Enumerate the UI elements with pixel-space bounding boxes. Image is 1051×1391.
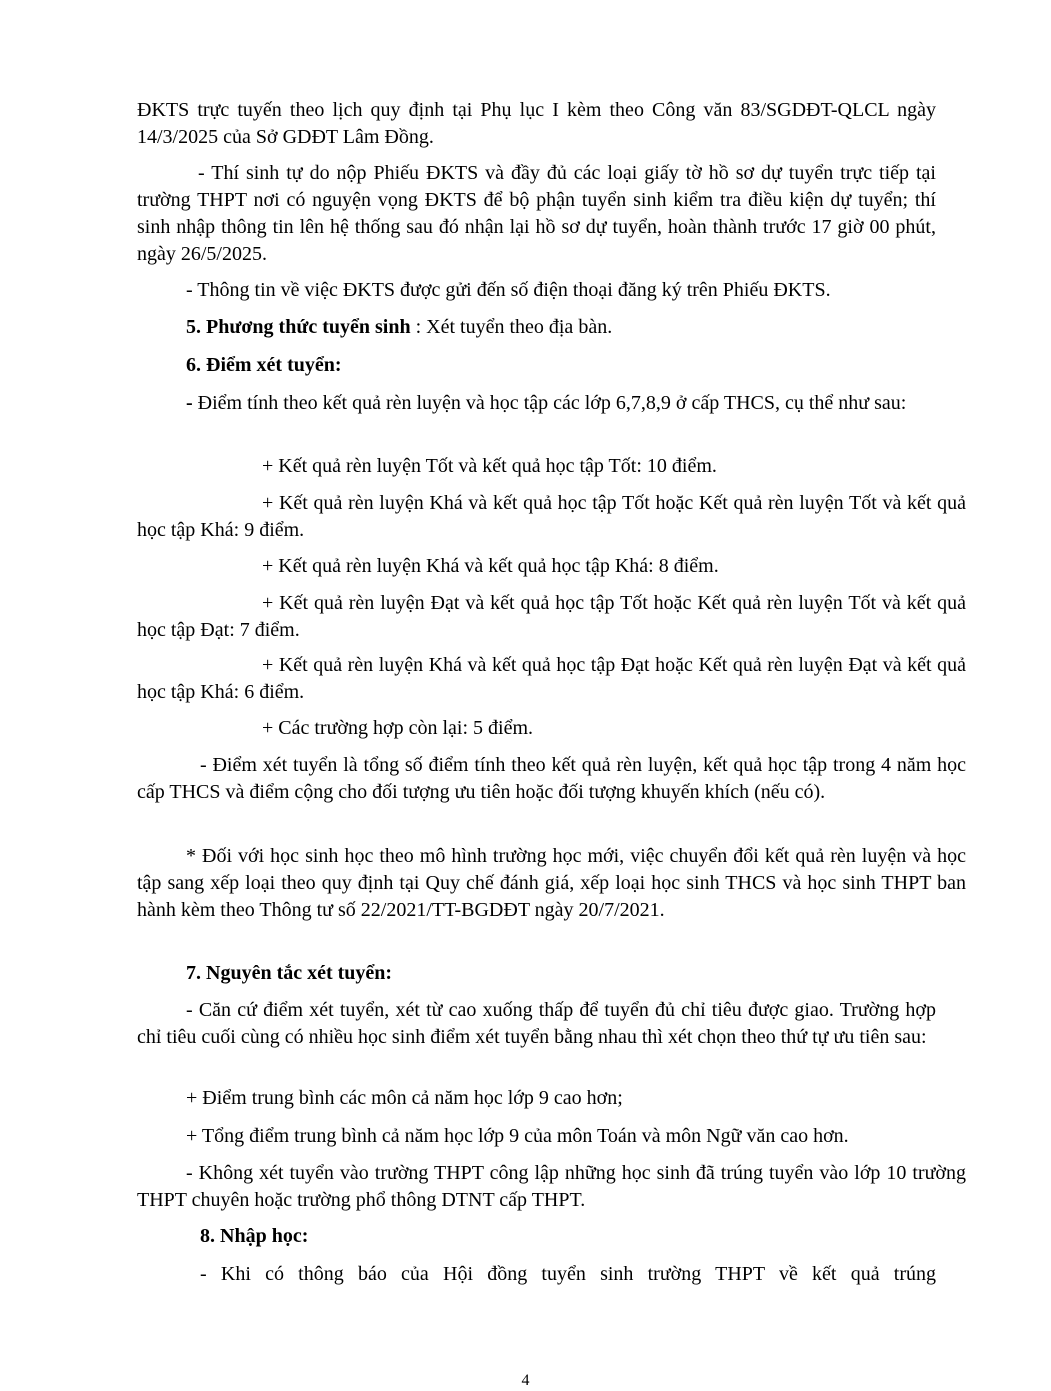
bullet-score-10: + Kết quả rèn luyện Tốt và kết quả học tập Tốt: 10 điểm. xyxy=(262,455,717,477)
paragraph-sms-info: - Thông tin về việc ĐKTS được gửi đến số điện thoại đăng ký trên Phiếu ĐKTS. xyxy=(186,279,831,301)
bullet-score-8: + Kết quả rèn luyện Khá và kết quả học tập Khá: 8 điểm. xyxy=(262,555,719,577)
section-5-text: : Xét tuyển theo địa bàn. xyxy=(410,316,613,338)
bold-dash: - xyxy=(186,392,193,414)
paragraph-ranking-principle: - Căn cứ điểm xét tuyển, xét từ cao xuống thấp để tuyển đủ chỉ tiêu được giao. Trường hợp chỉ tiêu cuối cùng có nhiều học sinh điểm xét tuyển bằng nhau thì xét chọn theo thứ tự ưu tiên sau: xyxy=(137,999,936,1048)
page-number: 4 xyxy=(521,1372,530,1389)
bullet-score-5: + Các trường hợp còn lại: 5 điểm. xyxy=(262,717,533,739)
paragraph-new-school-model: * Đối với học sinh học theo mô hình trường học mới, việc chuyển đổi kết quả rèn luyện và học tập sang xếp loại theo quy định tại Quy chế đánh giá, xếp loại học sinh THCS và học sinh THPT ban hành kèm theo Thông tư số 22/2021/TT-BGDĐT ngày 20/7/2021. xyxy=(137,845,966,921)
paragraph-total-score: - Điểm xét tuyển là tổng số điểm tính theo kết quả rèn luyện, kết quả học tập trong 4 năm học cấp THCS và điểm cộng cho đối tượng ưu tiên hoặc đối tượng khuyến khích (nếu có). xyxy=(137,754,966,803)
heading-section-8: 8. Nhập học: xyxy=(200,1225,309,1247)
heading-section-6: 6. Điểm xét tuyển: xyxy=(186,354,342,376)
paragraph-score-calculation xyxy=(137,390,966,417)
bullet-score-9: + Kết quả rèn luyện Khá và kết quả học tập Tốt hoặc Kết quả rèn luyện Tốt và kết quả học tập Khá: 9 điểm. xyxy=(137,492,966,541)
paragraph-priority-2: + Tổng điểm trung bình cả năm học lớp 9 của môn Toán và môn Ngữ văn cao hơn. xyxy=(186,1125,849,1147)
section-5-title: 5. Phương thức tuyển sinh xyxy=(186,316,411,338)
heading-section-5 xyxy=(186,314,946,341)
paragraph-free-candidates: - Thí sinh tự do nộp Phiếu ĐKTS và đầy đủ các loại giấy tờ hồ sơ dự tuyển trực tiếp tại trường THPT nơi có nguyện vọng ĐKTS để bộ phận tuyển sinh kiểm tra điều kiện dự tuyển; thí sinh nhập thông tin lên hệ thống sau đó nhận lại hồ sơ dự tuyển, hoàn thành trước 17 giờ 00 phút, ngày 26/5/2025. xyxy=(137,162,936,265)
bullet-score-6: + Kết quả rèn luyện Khá và kết quả học tập Đạt hoặc Kết quả rèn luyện Đạt và kết quả học tập Khá: 6 điểm. xyxy=(137,654,966,703)
paragraph-exclusion: - Không xét tuyển vào trường THPT công lập những học sinh đã trúng tuyển vào lớp 10 trường THPT chuyên hoặc trường phổ thông DTNT cấp THPT. xyxy=(137,1162,966,1211)
bullet-score-7: + Kết quả rèn luyện Đạt và kết quả học tập Tốt hoặc Kết quả rèn luyện Tốt và kết quả học tập Đạt: 7 điểm. xyxy=(137,592,966,641)
heading-section-7: 7. Nguyên tắc xét tuyển: xyxy=(186,962,393,984)
paragraph-priority-1: + Điểm trung bình các môn cả năm học lớp 9 cao hơn; xyxy=(186,1087,623,1109)
paragraph-registration-schedule: ĐKTS trực tuyến theo lịch quy định tại Phụ lục I kèm theo Công văn 83/SGDĐT-QLCL ngày 14/3/2025 của Sở GDĐT Lâm Đồng. xyxy=(137,99,936,148)
score-calculation-text: Điểm tính theo kết quả rèn luyện và học tập các lớp 6,7,8,9 ở cấp THCS, cụ thể như sau: xyxy=(192,392,907,414)
paragraph-enrollment: - Khi có thông báo của Hội đồng tuyển sinh trường THPT về kết quả trúng xyxy=(200,1263,936,1285)
